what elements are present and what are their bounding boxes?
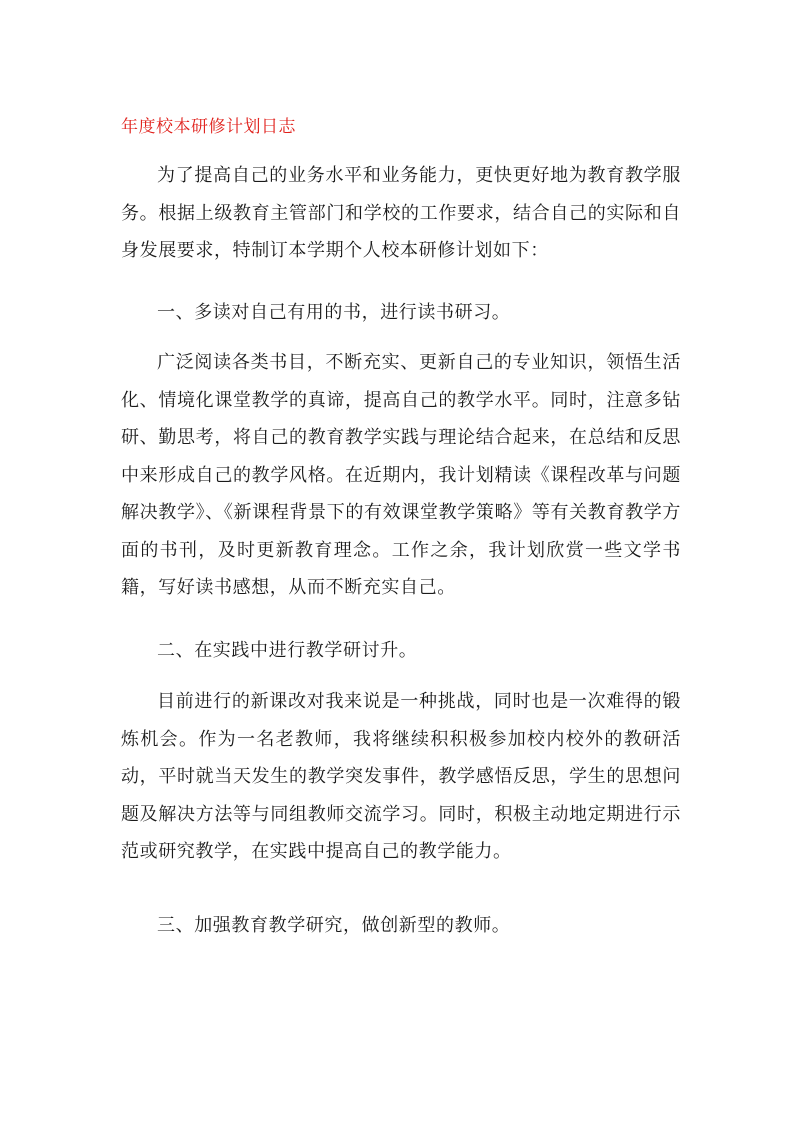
section-heading-1: 一、多读对自己有用的书，进行读书研习。	[157, 302, 511, 323]
document-title: 年度校本研修计划日志	[121, 117, 296, 137]
section-heading-3: 三、加强教育教学研究，做创新型的教师。	[157, 915, 511, 936]
section-body-1: 广泛阅读各类书目，不断充实、更新自己的专业知识，领悟生活化、情境化课堂教学的真谛，提高自己的教学水平。同时，注意多钻研、勤思考，将自己的教育教学实践与理论结合起来，在总结和反思中来形成自己的教学风格。在近期内，我计划精读《课程改革与问题解决教学》、《新课程背景下的有效课堂教学策略》等有关教育教学方面的书刊，及时更新教育理念。工作之余，我计划欣赏一些文学书籍，写好读书感想，从而不断充实自己。	[121, 352, 681, 598]
intro-paragraph: 为了提高自己的业务水平和业务能力，更快更好地为教育教学服务。根据上级教育主管部门和学校的工作要求，结合自己的实际和自身发展要求，特制订本学期个人校本研修计划如下：	[121, 165, 681, 261]
section-body-2: 目前进行的新课改对我来说是一种挑战，同时也是一次难得的锻炼机会。作为一名老教师，我将继续积积极参加校内校外的教研活动，平时就当天发生的教学突发事件，教学感悟反思，学生的思想问题及解决方法等与同组教师交流学习。同时，积极主动地定期进行示范或研究教学，在实践中提高自己的教学能力。	[121, 691, 681, 862]
section-heading-2: 二、在实践中进行教学研讨升。	[157, 640, 418, 661]
